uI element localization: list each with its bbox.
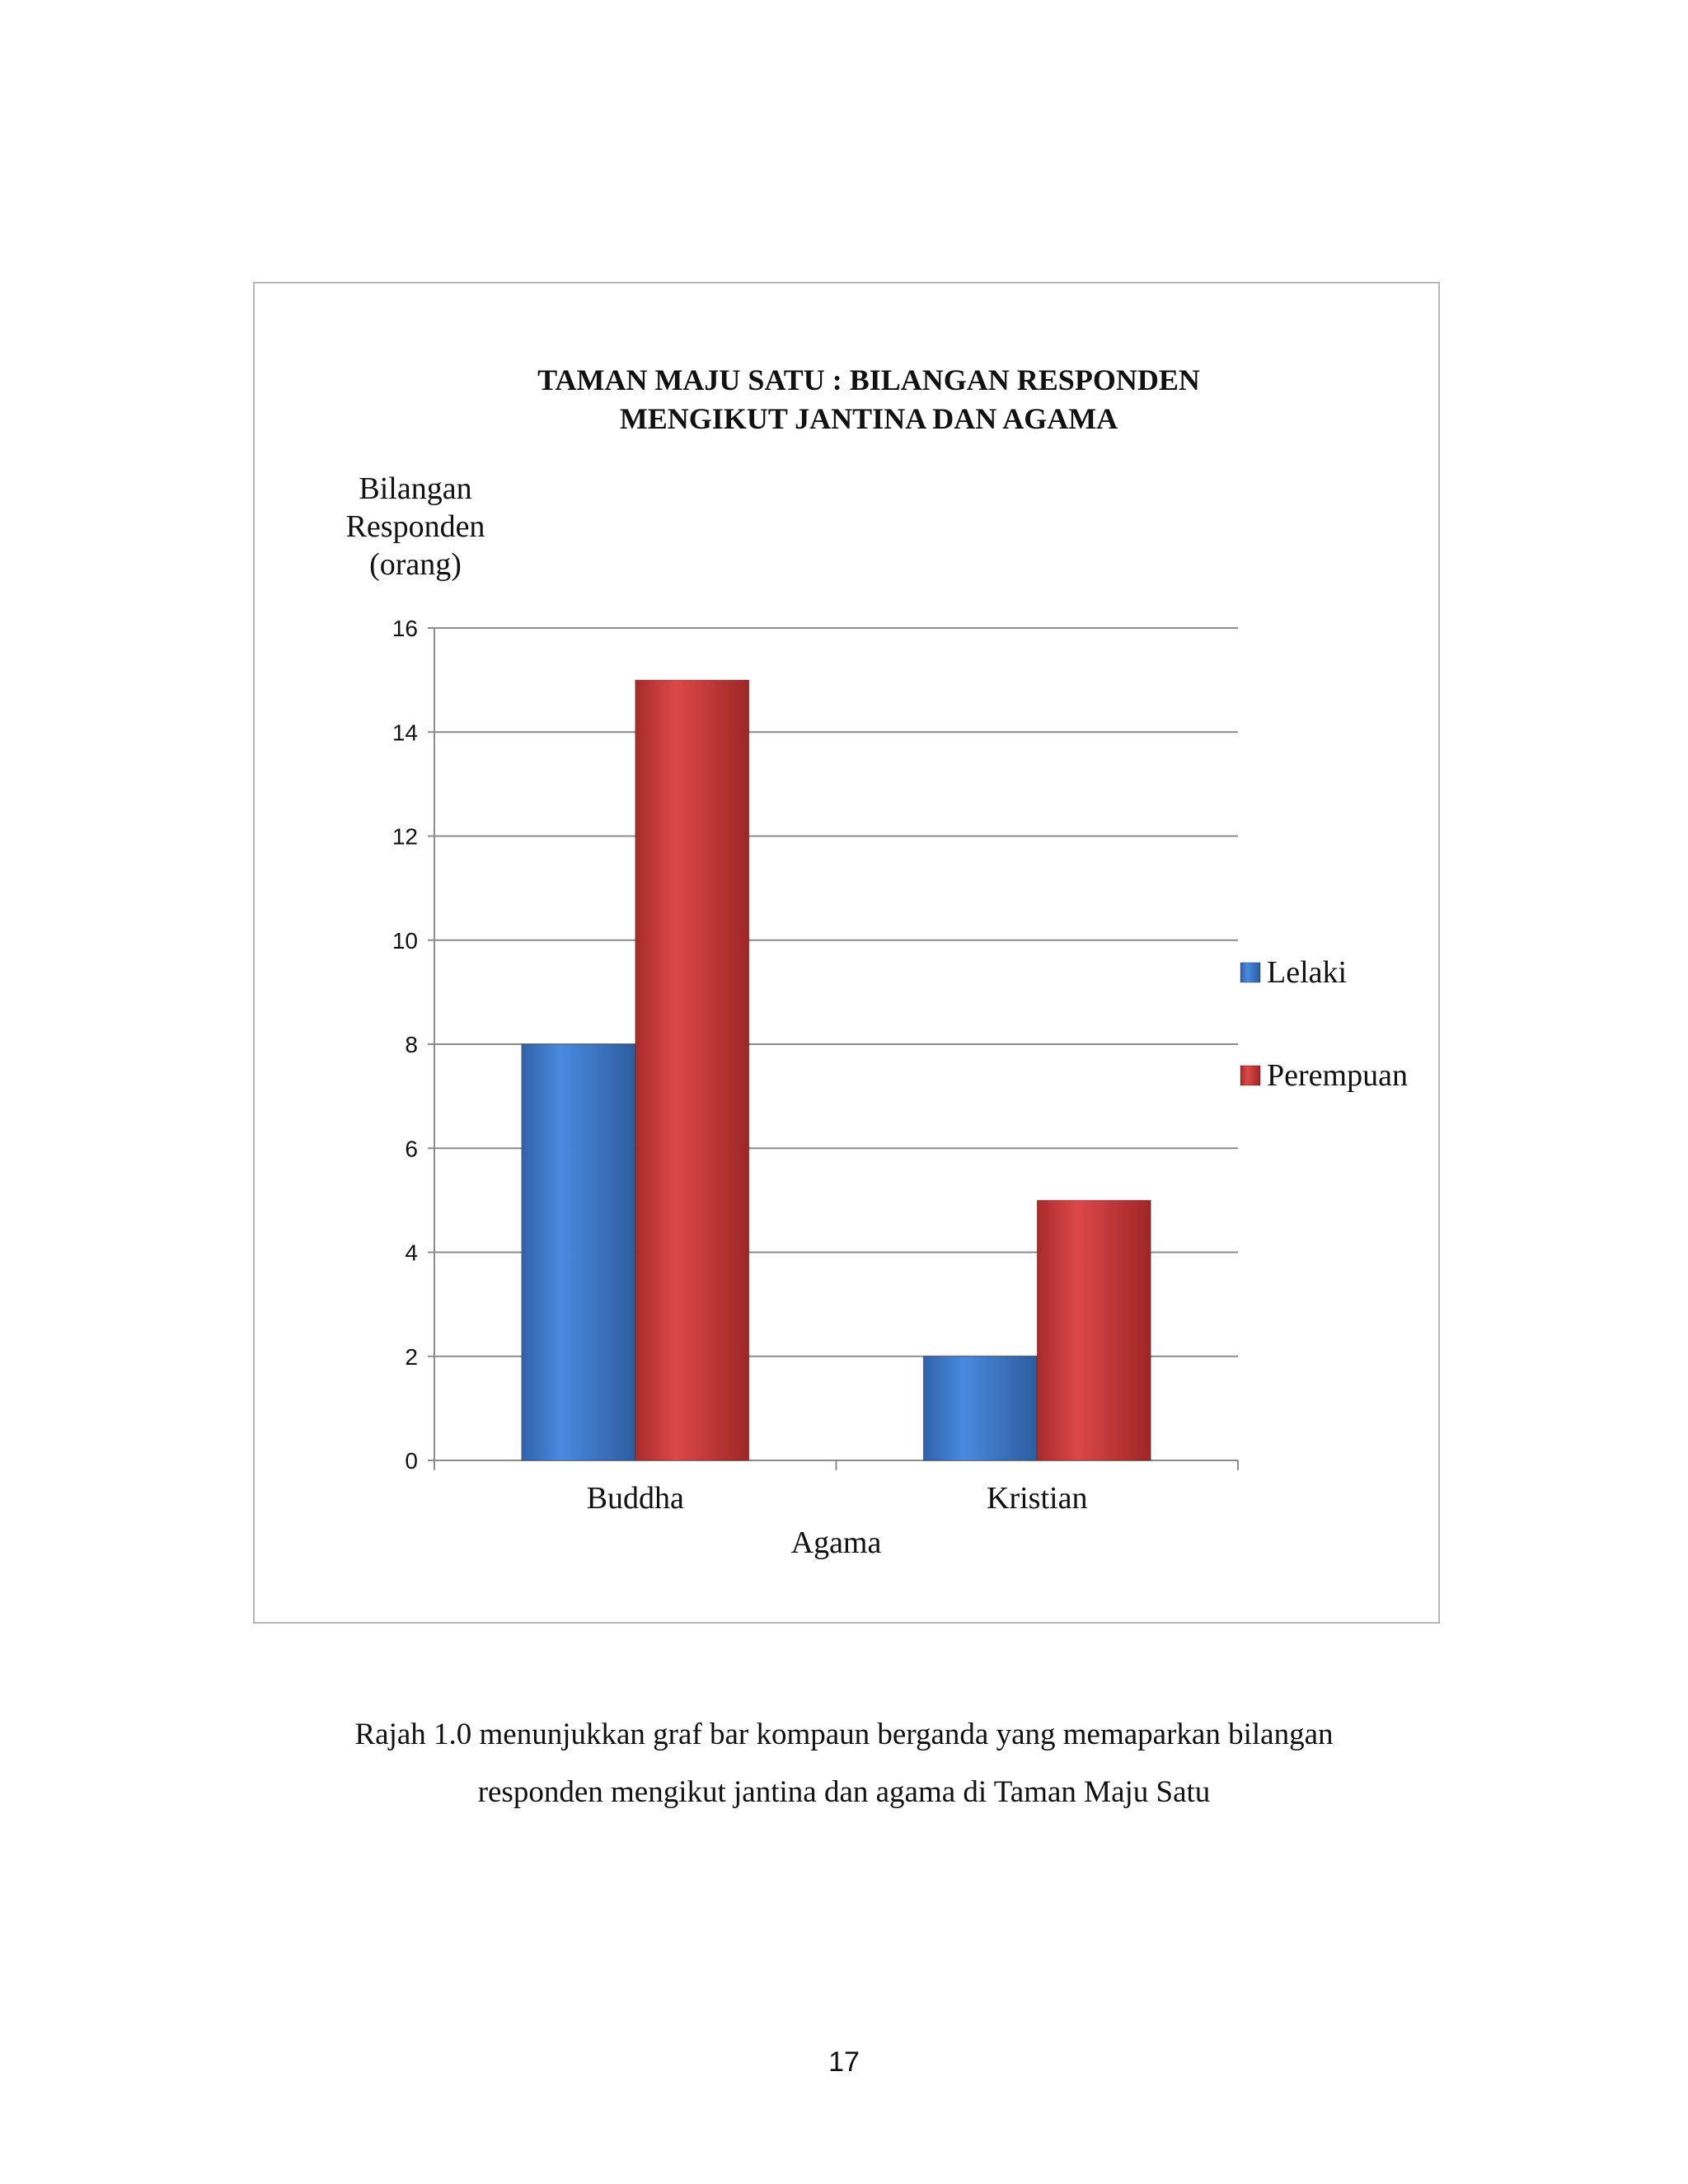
y-tick-label: 16 [392,616,418,641]
y-tick-label: 12 [392,823,418,850]
bar-chart [255,284,1438,1622]
legend-swatch-perempuan [1240,1066,1260,1085]
x-category-label: Buddha [586,1481,684,1516]
legend-label-perempuan: Perempuan [1267,1058,1408,1093]
page-number: 17 [828,2046,860,2078]
chart-title-line: MENGIKUT JANTINA DAN AGAMA [619,402,1118,435]
bar-lelaki-kristian [923,1357,1037,1460]
x-category-label: Kristian [987,1481,1088,1516]
y-tick-label: 10 [392,927,418,954]
y-tick-label: 0 [405,1448,418,1474]
y-axis-label-line: (orang) [369,547,462,582]
caption-line-1: Rajah 1.0 menunjukkan graf bar kompaun berganda yang memaparkan bilangan [354,1718,1334,1751]
legend-label-lelaki: Lelaki [1267,955,1348,990]
y-axis-label-line: Bilangan [359,471,472,506]
bar-perempuan-buddha [635,680,749,1460]
legend-swatch-lelaki [1240,963,1260,982]
chart-title-line: TAMAN MAJU SATU : BILANGAN RESPONDEN [537,363,1200,396]
bar-perempuan-kristian [1037,1200,1151,1460]
y-tick-label: 2 [405,1343,418,1370]
bar-lelaki-buddha [522,1044,635,1460]
y-tick-label: 4 [405,1240,418,1266]
caption-line-2: responden mengikut jantina dan agama di Taman Maju Satu [477,1775,1211,1809]
y-tick-label: 14 [392,719,418,746]
x-axis-label: Agama [790,1526,882,1560]
y-axis-label-line: Responden [345,509,485,544]
chart-frame [253,282,1440,1624]
figure-caption [0,1706,1688,1821]
y-tick-label: 8 [405,1032,418,1057]
y-tick-label: 6 [405,1136,418,1162]
